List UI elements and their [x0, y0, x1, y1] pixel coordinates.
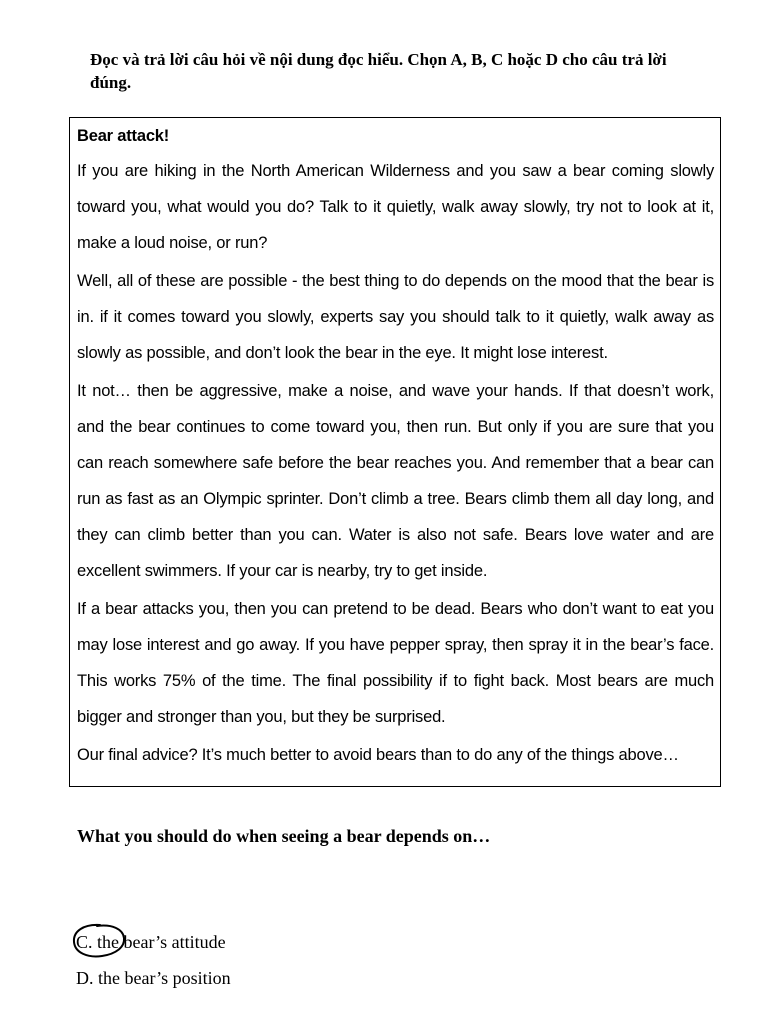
passage-paragraph-1: If you are hiking in the North American Wilderness and you saw a bear coming slowly toward you, what would you do? Talk to it quietly, walk away slowly, try not to look at it, make a loud noise, or run?	[77, 162, 714, 252]
passage-paragraph-5: Our final advice? It’s much better to avoid bears than to do any of the things above…	[77, 746, 679, 764]
passage-paragraph-2: Well, all of these are possible - the best thing to do depends on the mood that the bear is in. if it comes toward you slowly, experts say you should talk to it quietly, walk away as slowly as possible, and don’t look the bear in the eye. It might lose interest.	[77, 272, 714, 362]
passage-title: Bear attack!	[77, 127, 170, 145]
instruction-text: Đọc và trả lời câu hỏi về nội dung đọc hiểu. Chọn A, B, C hoặc D cho câu trả lời đúng.	[90, 50, 667, 92]
question-text: What you should do when seeing a bear depends on…	[77, 826, 491, 846]
answer-option-d[interactable]: D. the bear’s position	[76, 968, 231, 988]
passage-paragraph-4: If a bear attacks you, then you can pretend to be dead. Bears who don’t want to eat you may lose interest and go away. If you have pepper spray, then spray it in the bear’s face. This works 75% of the time. The final possibility if to fight back. Most bears are much bigger and stronger than you, but they be surprised.	[77, 600, 714, 726]
reading-passage-box	[69, 117, 721, 787]
answer-option-c[interactable]: C. the bear’s attitude	[76, 932, 226, 952]
passage-paragraph-3: It not… then be aggressive, make a noise, and wave your hands. If that doesn’t work, and the bear continues to come toward you, then run. But only if you are sure that you can reach somewhere safe before the bear reaches you. And remember that a bear can run as fast as an Olympic sprinter. Don’t climb a tree. Bears climb them all day long, and they can climb better than you can. Water is also not safe. Bears love water and are excellent swimmers. If your car is nearby, try to get inside.	[77, 382, 714, 580]
